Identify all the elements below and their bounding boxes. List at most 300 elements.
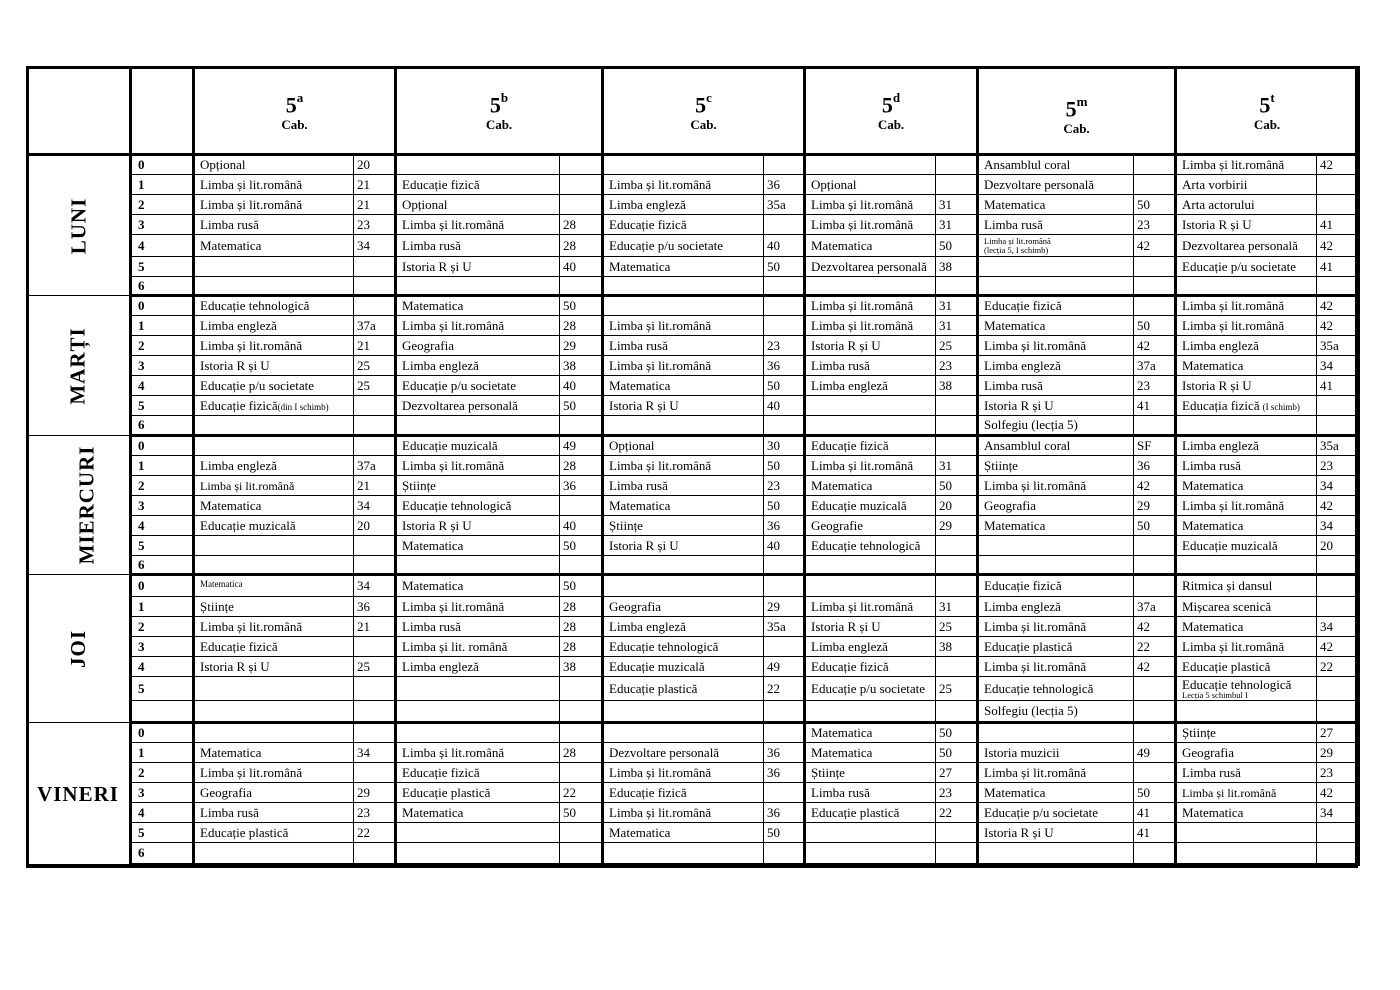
lesson-number: 2 (131, 336, 194, 356)
subject-cell (1176, 701, 1317, 723)
cabinet-cell (1317, 575, 1359, 597)
table-row (27, 743, 1359, 763)
cabinet-cell: 50 (764, 823, 805, 843)
cab-label: Cab. (485, 116, 513, 132)
day-name: MIERCURI (74, 445, 99, 565)
cabinet-cell: 28 (560, 617, 603, 637)
subject-cell (603, 257, 764, 277)
table-row (27, 597, 1359, 617)
subject-cell (1176, 496, 1317, 516)
cabinet-cell (1134, 175, 1176, 195)
cabinet-cell: 20 (354, 516, 396, 536)
lesson-number: 5 (131, 257, 194, 277)
subject-cell (396, 701, 560, 723)
table-row (27, 257, 1359, 277)
cabinet-cell: 42 (1134, 235, 1176, 257)
subject-text: Limba engleză (609, 196, 686, 212)
subject-cell (396, 575, 560, 597)
subject-text: Limba și lit.română (1182, 298, 1285, 313)
cabinet-cell: 25 (354, 356, 396, 376)
cabinet-cell: 50 (1134, 316, 1176, 336)
cabinet-cell: 41 (1317, 257, 1359, 277)
subject-cell (978, 657, 1134, 677)
table-row (27, 763, 1359, 783)
subject-cell (603, 677, 764, 701)
cabinet-cell: 28 (560, 316, 603, 336)
subject-text: Arta actorului (1182, 196, 1255, 212)
subject-text: Limba și lit.română (200, 764, 303, 780)
subject-text: Educație plastică (609, 680, 698, 696)
lesson-number: 0 (131, 436, 194, 456)
subject-cell (603, 235, 764, 257)
subject-text: Limba rusă (402, 618, 461, 634)
cabinet-cell: 27 (936, 763, 978, 783)
cabinet-cell: 49 (1134, 743, 1176, 763)
cabinet-cell: 50 (936, 235, 978, 257)
subject-cell (194, 436, 354, 456)
subject-cell (194, 356, 354, 376)
table-row (27, 783, 1359, 803)
subject-text: Științe (811, 764, 845, 780)
subject-cell (805, 823, 936, 843)
subject-cell (603, 556, 764, 575)
cabinet-cell: 20 (1317, 536, 1359, 556)
cabinet-cell: SF (1134, 436, 1176, 456)
lesson-number: 5 (131, 396, 194, 416)
lesson-number: 6 (131, 556, 194, 575)
subject-cell (1176, 556, 1317, 575)
cabinet-cell (1134, 277, 1176, 296)
subject-cell (805, 277, 936, 296)
cabinet-cell: 42 (1317, 783, 1359, 803)
subject-cell (805, 376, 936, 396)
cabinet-cell (764, 316, 805, 336)
subject-text: Educație plastică (200, 824, 289, 840)
cabinet-cell: 36 (764, 356, 805, 376)
subject-cell (396, 396, 560, 416)
cabinet-cell: 20 (354, 155, 396, 175)
cabinet-cell: 42 (1134, 476, 1176, 496)
subject-cell (1176, 215, 1317, 235)
day-label-vineri (27, 723, 131, 865)
subject-cell (978, 476, 1134, 496)
cabinet-cell (936, 536, 978, 556)
cab-label: Cab. (877, 116, 905, 132)
subject-cell (603, 456, 764, 476)
subject-cell (194, 743, 354, 763)
cabinet-cell (560, 763, 603, 783)
cabinet-cell (1134, 843, 1176, 865)
subject-cell (194, 235, 354, 257)
subject-cell (603, 356, 764, 376)
cabinet-cell (936, 701, 978, 723)
lesson-number: 1 (131, 743, 194, 763)
subject-cell (396, 597, 560, 617)
subject-text: Educație p/u societate (1182, 258, 1297, 274)
class-number: 5 (695, 92, 707, 118)
subject-cell (1176, 235, 1317, 257)
subject-cell (1176, 316, 1317, 336)
subject-cell (1176, 416, 1317, 436)
subject-text: Istoria R și U (984, 397, 1054, 413)
subject-text: Matematica (200, 497, 262, 513)
subject-text: Educație fizică (609, 216, 687, 232)
cabinet-cell: 42 (1317, 296, 1359, 316)
cabinet-cell (354, 416, 396, 436)
day-label-joi (27, 575, 131, 723)
cabinet-cell: 38 (560, 356, 603, 376)
cabinet-cell: 42 (1317, 235, 1359, 257)
subject-cell (1176, 476, 1317, 496)
subject-cell (1176, 376, 1317, 396)
subject-text: Limba și lit.română (1182, 785, 1277, 800)
subject-text: Istoria R și U (811, 618, 881, 634)
table-row (27, 677, 1359, 701)
subject-cell (396, 277, 560, 296)
cabinet-cell (1134, 536, 1176, 556)
cabinet-cell: 50 (764, 456, 805, 476)
subject-text: Științe (1182, 725, 1216, 740)
cabinet-cell: 34 (1317, 516, 1359, 536)
table-row (27, 296, 1359, 316)
table-row (27, 843, 1359, 865)
subject-cell (194, 296, 354, 316)
subject-text: Limba și lit.română (811, 598, 914, 614)
cabinet-cell (936, 416, 978, 436)
subject-text: Educație muzicală (402, 438, 498, 453)
cabinet-cell (764, 277, 805, 296)
cabinet-cell (936, 277, 978, 296)
subject-text: Limba rusă (609, 477, 668, 493)
subject-cell (194, 536, 354, 556)
subject-cell (805, 356, 936, 376)
subject-text: Educație plastică (1182, 658, 1271, 674)
subject-cell (396, 175, 560, 195)
subject-cell (396, 677, 560, 701)
subject-cell (603, 155, 764, 175)
subject-text: Matematica (609, 497, 671, 513)
subject-cell (805, 175, 936, 195)
subject-text: Limba și lit.română (984, 764, 1087, 780)
subject-cell (805, 743, 936, 763)
subject-cell (978, 803, 1134, 823)
subject-text: Matematica (984, 784, 1046, 800)
subject-cell (1176, 677, 1317, 701)
subject-text: Limba engleză (811, 638, 888, 654)
subject-cell (1176, 763, 1317, 783)
subject-cell (978, 277, 1134, 296)
lesson-number: 2 (131, 617, 194, 637)
subject-cell (396, 336, 560, 356)
cabinet-cell: 38 (560, 657, 603, 677)
schedule-table (26, 66, 1360, 866)
cabinet-cell: 29 (1134, 496, 1176, 516)
subject-cell (1176, 575, 1317, 597)
cabinet-cell (560, 175, 603, 195)
cabinet-cell: 20 (936, 496, 978, 516)
subject-cell (603, 536, 764, 556)
subject-text: Limba și lit.română (609, 357, 712, 373)
cabinet-cell: 25 (936, 336, 978, 356)
cabinet-cell: 28 (560, 637, 603, 657)
table-row (27, 617, 1359, 637)
subject-cell (603, 316, 764, 336)
day-label-marți (27, 296, 131, 436)
lesson-number: 0 (131, 155, 194, 175)
subject-text: Matematica (811, 477, 873, 493)
subject-text: Matematica (811, 725, 873, 740)
cabinet-cell (560, 195, 603, 215)
cabinet-cell: 23 (354, 215, 396, 235)
subject-text: Limba și lit.română (984, 477, 1087, 493)
subject-cell (978, 743, 1134, 763)
subject-cell (978, 637, 1134, 657)
class-header-5c (603, 67, 805, 155)
subject-cell (396, 823, 560, 843)
subject-text: Limba și lit.română (984, 618, 1087, 634)
subject-text: Matematica (1182, 517, 1244, 533)
cabinet-cell: 40 (560, 516, 603, 536)
cabinet-cell: 28 (560, 597, 603, 617)
lesson-number: 5 (131, 536, 194, 556)
subject-cell (1176, 296, 1317, 316)
subject-cell (603, 277, 764, 296)
lesson-number: 6 (131, 843, 194, 865)
subject-cell (1176, 823, 1317, 843)
subject-text: Educație tehnologică (984, 680, 1094, 696)
cabinet-cell: 50 (764, 257, 805, 277)
subject-note: Lecția 5 schimbul I (1182, 689, 1248, 700)
subject-cell (805, 536, 936, 556)
cabinet-cell: 31 (936, 296, 978, 316)
subject-text: Educație plastică (402, 784, 491, 800)
subject-text: Matematica (1182, 804, 1244, 820)
subject-text: Limba engleză (1182, 337, 1259, 353)
subject-text: Limba și lit.română (609, 457, 712, 473)
subject-cell (194, 336, 354, 356)
class-header-5t (1176, 67, 1359, 155)
cabinet-cell (764, 637, 805, 657)
subject-cell (1176, 723, 1317, 743)
cabinet-cell: 50 (764, 376, 805, 396)
subject-cell (1176, 155, 1317, 175)
cabinet-cell: 35a (764, 617, 805, 637)
subject-cell (1176, 175, 1317, 195)
cabinet-cell: 22 (764, 677, 805, 701)
table-row (27, 215, 1359, 235)
subject-cell (1176, 597, 1317, 617)
subject-text: Limba și lit.română (811, 457, 914, 473)
subject-text: Educație plastică (984, 638, 1073, 654)
subject-text: Limba și lit.română (1182, 638, 1285, 654)
subject-text: Educație p/u societate (811, 680, 926, 696)
cabinet-cell: 22 (1134, 637, 1176, 657)
cabinet-cell: 50 (1134, 516, 1176, 536)
subject-cell (194, 617, 354, 637)
cabinet-cell: 42 (1317, 155, 1359, 175)
subject-text: Limba și lit.română (1182, 497, 1285, 513)
subject-text: Ansamblul coral (984, 438, 1071, 453)
subject-text: Educație fizică (984, 578, 1062, 593)
subject-cell (1176, 396, 1317, 416)
cabinet-cell (1317, 823, 1359, 843)
cabinet-cell (354, 843, 396, 865)
cabinet-cell: 36 (560, 476, 603, 496)
subject-text: Limba și lit.română (609, 804, 712, 820)
cabinet-cell: 50 (560, 575, 603, 597)
lesson-number: 2 (131, 763, 194, 783)
subject-text: Științe (402, 477, 436, 493)
table-row (27, 575, 1359, 597)
subject-text: Limba și lit.română (609, 764, 712, 780)
class-letter: c (706, 90, 712, 106)
cabinet-cell (354, 277, 396, 296)
lesson-number: 3 (131, 215, 194, 235)
cabinet-cell: 37a (1134, 356, 1176, 376)
cabinet-cell: 34 (1317, 476, 1359, 496)
cabinet-cell (1134, 763, 1176, 783)
cabinet-cell: 36 (1134, 456, 1176, 476)
subject-cell (603, 701, 764, 723)
subject-text: Matematica (200, 744, 262, 760)
subject-text: Limba și lit. română (402, 638, 508, 654)
cabinet-cell (1134, 416, 1176, 436)
cabinet-cell: 28 (560, 743, 603, 763)
day-label-luni (27, 155, 131, 296)
cabinet-cell (560, 416, 603, 436)
cabinet-cell: 34 (354, 575, 396, 597)
subject-text: Matematica (811, 744, 873, 760)
cabinet-cell (764, 723, 805, 743)
subject-cell (805, 436, 936, 456)
subject-text: Limba și lit.română (200, 337, 303, 353)
subject-cell (603, 617, 764, 637)
cabinet-cell: 28 (560, 215, 603, 235)
subject-cell (978, 235, 1134, 257)
day-name: MARȚI (66, 326, 90, 405)
subject-cell (805, 296, 936, 316)
lesson-number: 1 (131, 316, 194, 336)
subject-text: Ritmica și dansul (1182, 578, 1273, 593)
subject-cell (396, 743, 560, 763)
subject-text: Solfegiu (lecția 5) (984, 417, 1078, 432)
lesson-number: 3 (131, 783, 194, 803)
subject-cell (978, 396, 1134, 416)
table-row (27, 277, 1359, 296)
subject-cell (603, 416, 764, 436)
class-letter: a (296, 90, 304, 106)
subject-cell (978, 316, 1134, 336)
subject-text: Limba și lit.română (811, 317, 914, 333)
class-header-5m (978, 67, 1176, 155)
cabinet-cell: 41 (1134, 803, 1176, 823)
subject-cell (978, 296, 1134, 316)
subject-cell (978, 575, 1134, 597)
subject-cell (805, 556, 936, 575)
cabinet-cell: 21 (354, 617, 396, 637)
subject-text: Matematica (984, 317, 1046, 333)
class-header-5b (396, 67, 603, 155)
subject-cell (603, 376, 764, 396)
class-letter: d (892, 90, 901, 106)
subject-cell (194, 783, 354, 803)
subject-text: Limba și lit.română (811, 196, 914, 212)
cabinet-cell (354, 536, 396, 556)
cabinet-cell: 42 (1134, 657, 1176, 677)
cabinet-cell (354, 723, 396, 743)
subject-cell (805, 316, 936, 336)
subject-cell (805, 416, 936, 436)
subject-text: Matematica (1182, 357, 1244, 373)
subject-cell (603, 597, 764, 617)
subject-text: Matematica (402, 537, 464, 553)
lesson-number: 0 (131, 296, 194, 316)
subject-cell (1176, 516, 1317, 536)
subject-cell (805, 637, 936, 657)
subject-cell (396, 416, 560, 436)
cabinet-cell (1317, 843, 1359, 865)
cabinet-cell: 38 (936, 257, 978, 277)
cabinet-cell (1317, 677, 1359, 701)
cabinet-cell: 23 (1317, 763, 1359, 783)
cabinet-cell: 21 (354, 175, 396, 195)
subject-cell (194, 516, 354, 536)
table-row (27, 456, 1359, 476)
table-row (27, 416, 1359, 436)
subject-cell (396, 783, 560, 803)
subject-text: Educație fizică (811, 438, 889, 453)
subject-text: Educație p/u societate (609, 237, 724, 253)
cabinet-cell: 40 (764, 536, 805, 556)
subject-text: Educație muzicală (609, 658, 705, 674)
subject-text: Educație p/u societate (402, 377, 517, 393)
subject-text: Limba engleză (609, 618, 686, 634)
subject-cell (805, 783, 936, 803)
cabinet-cell: 42 (1134, 617, 1176, 637)
cabinet-cell (764, 556, 805, 575)
subject-text: Matematica (200, 579, 243, 589)
subject-cell (194, 597, 354, 617)
subject-text: Opțional (811, 176, 857, 192)
lesson-number: 6 (131, 416, 194, 436)
lesson-number: 4 (131, 657, 194, 677)
subject-cell (396, 235, 560, 257)
subject-text: Limba rusă (1182, 764, 1241, 780)
subject-text: Educație fizică (984, 298, 1062, 313)
subject-text: Științe (984, 457, 1018, 473)
cabinet-cell (1134, 155, 1176, 175)
subject-text: Solfegiu (lecția 5) (984, 703, 1078, 718)
subject-text: Dezvoltarea personală (402, 397, 518, 413)
cabinet-cell: 50 (1134, 195, 1176, 215)
cabinet-cell: 34 (354, 235, 396, 257)
subject-text: Matematica (609, 258, 671, 274)
subject-cell (396, 516, 560, 536)
subject-cell (805, 155, 936, 175)
subject-cell (978, 516, 1134, 536)
table-row (27, 396, 1359, 416)
subject-cell (805, 723, 936, 743)
subject-text: Limba rusă (811, 357, 870, 373)
table-row (27, 496, 1359, 516)
subject-text: Istoria R și U (609, 537, 679, 553)
subject-cell (194, 556, 354, 575)
lesson-number: 2 (131, 195, 194, 215)
subject-text: Educație muzicală (811, 497, 907, 513)
cabinet-cell: 31 (936, 456, 978, 476)
subject-text: Limba engleză (200, 317, 277, 333)
cabinet-cell: 23 (1134, 376, 1176, 396)
